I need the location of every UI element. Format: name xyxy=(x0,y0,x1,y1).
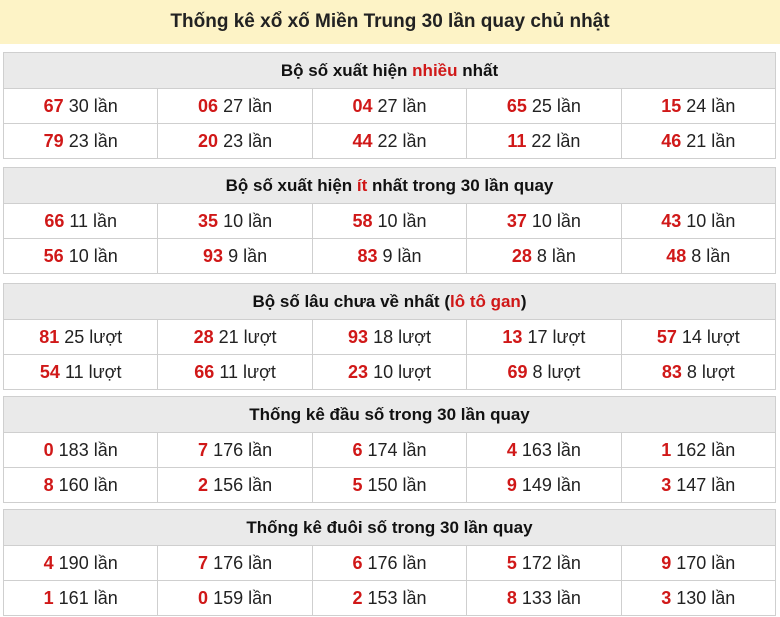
stat-cell xyxy=(158,355,312,390)
stat-number: 6 xyxy=(352,552,363,573)
stat-cell xyxy=(313,320,467,355)
stat-cell xyxy=(158,433,312,468)
section-header-highlight: nhiều xyxy=(412,60,458,80)
section-header-suffix: ) xyxy=(520,291,527,311)
stat-cell xyxy=(4,320,158,355)
stat-cell xyxy=(158,468,312,503)
stat-number: 8 xyxy=(506,587,517,608)
stats-grid xyxy=(3,204,776,274)
stat-cell xyxy=(467,320,621,355)
stat-number: 7 xyxy=(198,439,209,460)
stat-cell xyxy=(622,320,776,355)
stat-cell xyxy=(622,581,776,616)
stat-number: 9 xyxy=(661,552,672,573)
stat-number: 4 xyxy=(506,439,517,460)
stat-cell xyxy=(158,89,312,124)
stat-count: 170 lần xyxy=(676,552,736,573)
stat-cell xyxy=(4,239,158,274)
stat-number: 2 xyxy=(198,474,209,495)
stat-count: 30 lần xyxy=(68,95,118,116)
stat-count: 159 lần xyxy=(213,587,273,608)
stat-count: 8 lượt xyxy=(686,361,735,382)
stat-number: 1 xyxy=(661,439,672,460)
stat-cell xyxy=(4,581,158,616)
stat-count: 150 lần xyxy=(367,474,427,495)
stat-number: 9 xyxy=(506,474,517,495)
stat-number: 44 xyxy=(352,130,373,151)
stat-count: 163 lần xyxy=(521,439,581,460)
section-header xyxy=(3,283,776,320)
stat-count: 8 lần xyxy=(691,245,731,266)
stat-count: 17 lượt xyxy=(527,326,586,347)
stats-grid xyxy=(3,320,776,390)
stats-section xyxy=(3,52,776,159)
stat-number: 3 xyxy=(661,587,672,608)
stat-number: 04 xyxy=(352,95,373,116)
section-header xyxy=(3,52,776,89)
stat-number: 20 xyxy=(198,130,219,151)
stat-cell xyxy=(158,124,312,159)
section-header-highlight: lô tô gan xyxy=(449,291,521,311)
stat-cell xyxy=(467,239,621,274)
stat-cell xyxy=(467,468,621,503)
stat-number: 57 xyxy=(656,326,677,347)
stat-number: 3 xyxy=(661,474,672,495)
stats-section xyxy=(3,396,776,503)
stat-count: 23 lần xyxy=(223,130,273,151)
stat-count: 9 lần xyxy=(382,245,422,266)
stats-section xyxy=(3,509,776,616)
page-title: Thống kê xổ xố Miền Trung 30 lần quay chủ nhật xyxy=(0,0,780,44)
stat-count: 10 lượt xyxy=(373,361,431,382)
stat-count: 10 lần xyxy=(686,210,736,231)
stat-number: 66 xyxy=(44,210,65,231)
stat-cell xyxy=(158,239,312,274)
section-header xyxy=(3,396,776,433)
stat-number: 7 xyxy=(198,552,209,573)
stat-count: 153 lần xyxy=(367,587,427,608)
stat-number: 5 xyxy=(506,552,517,573)
stat-cell xyxy=(622,124,776,159)
stat-number: 6 xyxy=(352,439,363,460)
stat-number: 0 xyxy=(43,439,54,460)
stat-count: 172 lần xyxy=(521,552,581,573)
stat-number: 48 xyxy=(666,245,687,266)
section-header-suffix: nhất trong 30 lần quay xyxy=(367,175,554,195)
stat-number: 43 xyxy=(661,210,682,231)
stat-count: 21 lần xyxy=(686,130,736,151)
stat-count: 11 lần xyxy=(69,210,118,231)
stat-cell xyxy=(158,581,312,616)
stat-cell xyxy=(313,124,467,159)
stat-cell xyxy=(467,355,621,390)
stat-cell xyxy=(467,546,621,581)
stat-count: 27 lần xyxy=(223,95,273,116)
stat-number: 69 xyxy=(507,361,528,382)
section-header xyxy=(3,509,776,546)
stat-count: 176 lần xyxy=(213,552,273,573)
stat-count: 23 lần xyxy=(68,130,118,151)
stat-cell xyxy=(313,468,467,503)
stat-cell xyxy=(622,546,776,581)
stat-number: 11 xyxy=(507,130,527,151)
stat-cell xyxy=(622,204,776,239)
stat-number: 0 xyxy=(198,587,209,608)
stat-number: 54 xyxy=(39,361,60,382)
stat-cell xyxy=(4,124,158,159)
stats-grid xyxy=(3,89,776,159)
stat-count: 130 lần xyxy=(676,587,736,608)
stats-grid xyxy=(3,433,776,503)
stat-count: 25 lần xyxy=(531,95,581,116)
stat-count: 190 lần xyxy=(58,552,118,573)
section-header-text: Thống kê đầu số trong 30 lần quay xyxy=(249,404,530,424)
stat-cell xyxy=(622,468,776,503)
stat-cell xyxy=(313,355,467,390)
stat-count: 8 lượt xyxy=(532,361,581,382)
stat-count: 147 lần xyxy=(676,474,736,495)
stat-number: 66 xyxy=(194,361,215,382)
stat-cell xyxy=(313,239,467,274)
stat-count: 10 lần xyxy=(531,210,581,231)
stat-number: 1 xyxy=(43,587,54,608)
stat-number: 58 xyxy=(352,210,373,231)
stat-count: 27 lần xyxy=(377,95,427,116)
stat-number: 93 xyxy=(203,245,224,266)
stat-cell xyxy=(313,546,467,581)
stat-cell xyxy=(4,468,158,503)
stat-count: 176 lần xyxy=(213,439,273,460)
stat-cell xyxy=(4,89,158,124)
stat-number: 28 xyxy=(511,245,532,266)
stat-count: 22 lần xyxy=(531,130,581,151)
stat-number: 81 xyxy=(39,326,60,347)
stat-count: 10 lần xyxy=(68,245,118,266)
stat-number: 13 xyxy=(502,326,523,347)
stat-count: 8 lần xyxy=(536,245,576,266)
stat-cell xyxy=(158,204,312,239)
stat-cell xyxy=(4,433,158,468)
stat-cell xyxy=(313,204,467,239)
stat-count: 22 lần xyxy=(377,130,427,151)
stat-count: 11 lượt xyxy=(64,361,122,382)
stat-count: 18 lượt xyxy=(373,326,431,347)
stat-count: 161 lần xyxy=(58,587,118,608)
stat-cell xyxy=(4,546,158,581)
stat-number: 35 xyxy=(198,210,219,231)
section-header xyxy=(3,167,776,204)
stats-section xyxy=(3,283,776,390)
stat-number: 56 xyxy=(43,245,64,266)
stat-count: 11 lượt xyxy=(219,361,276,382)
stat-count: 149 lần xyxy=(521,474,581,495)
stat-cell xyxy=(313,89,467,124)
stat-count: 14 lượt xyxy=(681,326,740,347)
stat-cell xyxy=(313,433,467,468)
stat-number: 37 xyxy=(506,210,527,231)
stat-count: 176 lần xyxy=(367,552,427,573)
stat-cell xyxy=(313,581,467,616)
stat-cell xyxy=(467,89,621,124)
section-header-text: Bộ số xuất hiện xyxy=(225,175,357,195)
stat-cell xyxy=(158,320,312,355)
section-header-suffix: nhất xyxy=(457,60,499,80)
stat-number: 4 xyxy=(43,552,54,573)
stat-count: 25 lượt xyxy=(64,326,123,347)
stat-count: 10 lần xyxy=(223,210,273,231)
section-header-text: Bộ số xuất hiện xyxy=(280,60,413,80)
stat-count: 174 lần xyxy=(367,439,427,460)
stat-cell xyxy=(4,204,158,239)
stat-cell xyxy=(467,204,621,239)
stat-cell xyxy=(158,546,312,581)
stat-number: 5 xyxy=(352,474,363,495)
stat-count: 162 lần xyxy=(676,439,736,460)
stat-number: 65 xyxy=(506,95,527,116)
stat-number: 15 xyxy=(661,95,682,116)
stat-count: 160 lần xyxy=(58,474,118,495)
stat-count: 183 lần xyxy=(58,439,118,460)
stat-number: 8 xyxy=(43,474,54,495)
stat-cell xyxy=(467,124,621,159)
stat-cell xyxy=(467,581,621,616)
stat-count: 133 lần xyxy=(521,587,581,608)
stat-count: 21 lượt xyxy=(218,326,277,347)
stat-count: 156 lần xyxy=(213,474,273,495)
stat-cell xyxy=(467,433,621,468)
section-header-text: Thống kê đuôi số trong 30 lần quay xyxy=(246,517,533,537)
stat-count: 9 lần xyxy=(228,245,268,266)
stat-number: 67 xyxy=(43,95,64,116)
stats-grid xyxy=(3,546,776,616)
stat-number: 83 xyxy=(661,361,682,382)
stat-number: 28 xyxy=(193,326,214,347)
stat-number: 79 xyxy=(43,130,64,151)
stat-count: 10 lần xyxy=(377,210,427,231)
stat-number: 83 xyxy=(357,245,378,266)
stat-number: 46 xyxy=(661,130,682,151)
stat-cell xyxy=(4,355,158,390)
section-header-highlight: ít xyxy=(356,175,368,195)
stat-cell xyxy=(622,433,776,468)
stat-cell xyxy=(622,239,776,274)
stat-number: 23 xyxy=(348,361,369,382)
stats-section xyxy=(3,167,776,274)
stat-number: 06 xyxy=(198,95,219,116)
stat-cell xyxy=(622,355,776,390)
stat-cell xyxy=(622,89,776,124)
stat-number: 93 xyxy=(348,326,369,347)
stat-count: 24 lần xyxy=(686,95,736,116)
section-header-text: Bộ số lâu chưa về nhất ( xyxy=(252,291,450,311)
stat-number: 2 xyxy=(352,587,363,608)
